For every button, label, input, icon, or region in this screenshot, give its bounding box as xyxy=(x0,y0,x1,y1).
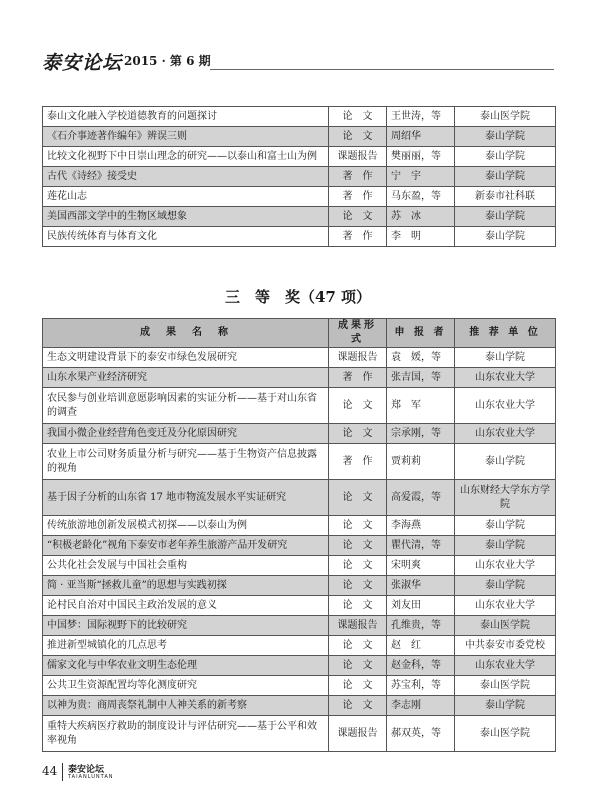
table-row xyxy=(43,596,556,616)
cell-org: 泰山医学院 xyxy=(455,616,556,636)
cell-name: 农民参与创业培训意愿影响因素的实证分析——基于对山东省的调查 xyxy=(43,388,329,424)
cell-org: 山东农业大学 xyxy=(455,656,556,676)
table-row xyxy=(43,696,556,716)
cell-form: 著 作 xyxy=(329,227,387,247)
table-row xyxy=(43,424,556,444)
table-row xyxy=(43,536,556,556)
cell-form: 著 作 xyxy=(329,187,387,207)
col-header-author: 申 报 者 xyxy=(387,319,455,348)
cell-org: 泰山医学院 xyxy=(455,716,556,752)
cell-org: 泰山医学院 xyxy=(455,676,556,696)
cell-author: 刘友田 xyxy=(387,596,455,616)
cell-author: 袁 媛，等 xyxy=(387,348,455,368)
cell-org: 山东农业大学 xyxy=(455,388,556,424)
cell-name: 农业上市公司财务质量分析与研究——基于生物资产信息披露的视角 xyxy=(43,444,329,480)
cell-org: 泰山医学院 xyxy=(455,107,556,127)
cell-author: 高爱霞，等 xyxy=(387,480,455,516)
cell-form: 论 文 xyxy=(329,536,387,556)
awards-table-continued xyxy=(42,106,556,247)
cell-name: 莲花山志 xyxy=(43,187,329,207)
cell-name: 公共化社会发展与中国社会重构 xyxy=(43,556,329,576)
cell-name: 简 · 亚当斯“拯救儿童”的思想与实践初探 xyxy=(43,576,329,596)
table-row xyxy=(43,227,556,247)
cell-author: 苏宝利，等 xyxy=(387,676,455,696)
table-row xyxy=(43,348,556,368)
table-row xyxy=(43,676,556,696)
cell-form: 论 文 xyxy=(329,207,387,227)
cell-author: 宁 宇 xyxy=(387,167,455,187)
cell-org: 山东农业大学 xyxy=(455,596,556,616)
cell-form: 著 作 xyxy=(329,167,387,187)
cell-author: 李 明 xyxy=(387,227,455,247)
cell-form: 论 文 xyxy=(329,696,387,716)
cell-org: 泰山学院 xyxy=(455,127,556,147)
cell-name: “积极老龄化”视角下泰安市老年养生旅游产品开发研究 xyxy=(43,536,329,556)
cell-org: 中共泰安市委党校 xyxy=(455,636,556,656)
cell-org: 泰山学院 xyxy=(455,536,556,556)
col-header-org: 推 荐 单 位 xyxy=(455,319,556,348)
table-row xyxy=(43,127,556,147)
cell-org: 山东财经大学东方学院 xyxy=(455,480,556,516)
cell-org: 山东农业大学 xyxy=(455,556,556,576)
footer-journal-pinyin: TAIANLUNTAN xyxy=(68,774,114,780)
table-row xyxy=(43,576,556,596)
cell-org: 泰山学院 xyxy=(455,696,556,716)
cell-form: 论 文 xyxy=(329,656,387,676)
cell-author: 瞿代清，等 xyxy=(387,536,455,556)
cell-form: 论 文 xyxy=(329,388,387,424)
cell-author: 李海燕 xyxy=(387,516,455,536)
cell-org: 山东农业大学 xyxy=(455,368,556,388)
page-header xyxy=(42,48,554,74)
table-row xyxy=(43,636,556,656)
table-row xyxy=(43,616,556,636)
table-row xyxy=(43,207,556,227)
cell-name: 以神为贵：商周丧祭礼制中人神关系的新考察 xyxy=(43,696,329,716)
header-rule xyxy=(210,69,554,70)
cell-author: 樊丽丽，等 xyxy=(387,147,455,167)
cell-author: 宗承刚，等 xyxy=(387,424,455,444)
table-header-row xyxy=(43,319,556,348)
cell-form: 论 文 xyxy=(329,127,387,147)
cell-org: 泰山学院 xyxy=(455,147,556,167)
cell-name: 基于因子分析的山东省 17 地市物流发展水平实证研究 xyxy=(43,480,329,516)
table-row xyxy=(43,167,556,187)
table-row xyxy=(43,480,556,516)
cell-form: 著 作 xyxy=(329,444,387,480)
cell-author: 郑 军 xyxy=(387,388,455,424)
cell-name: 比较文化视野下中日崇山理念的研究——以泰山和富士山为例 xyxy=(43,147,329,167)
cell-form: 论 文 xyxy=(329,596,387,616)
cell-name: 泰山文化融入学校道德教育的问题探讨 xyxy=(43,107,329,127)
cell-name: 美国西部文学中的生物区域想象 xyxy=(43,207,329,227)
cell-org: 新泰市社科联 xyxy=(455,187,556,207)
cell-author: 王世涛，等 xyxy=(387,107,455,127)
section-title: 三 等 奖（47 项） xyxy=(224,288,372,306)
page-footer xyxy=(42,762,242,784)
table-row xyxy=(43,147,556,167)
table-row xyxy=(43,516,556,536)
cell-name: 古代《诗经》接受史 xyxy=(43,167,329,187)
table-row xyxy=(43,368,556,388)
cell-form: 课题报告 xyxy=(329,716,387,752)
cell-name: 《石介事迹著作编年》辨误三则 xyxy=(43,127,329,147)
cell-org: 泰山学院 xyxy=(455,167,556,187)
cell-name: 生态文明建设背景下的泰安市绿色发展研究 xyxy=(43,348,329,368)
cell-form: 论 文 xyxy=(329,576,387,596)
cell-org: 泰山学院 xyxy=(455,207,556,227)
cell-author: 宋明爽 xyxy=(387,556,455,576)
table-row xyxy=(43,556,556,576)
cell-org: 泰山学院 xyxy=(455,576,556,596)
cell-name: 儒家文化与中华农业文明生态伦理 xyxy=(43,656,329,676)
cell-author: 贾莉莉 xyxy=(387,444,455,480)
cell-form: 著 作 xyxy=(329,368,387,388)
cell-org: 泰山学院 xyxy=(455,516,556,536)
cell-name: 传统旅游地创新发展模式初探——以泰山为例 xyxy=(43,516,329,536)
table-body-top xyxy=(43,107,556,247)
cell-author: 李志刚 xyxy=(387,696,455,716)
cell-author: 周绍华 xyxy=(387,127,455,147)
cell-name: 公共卫生资源配置均等化测度研究 xyxy=(43,676,329,696)
cell-form: 课题报告 xyxy=(329,348,387,368)
table-row xyxy=(43,107,556,127)
journal-brand: 泰安论坛 xyxy=(42,52,123,74)
cell-form: 论 文 xyxy=(329,556,387,576)
cell-org: 泰山学院 xyxy=(455,227,556,247)
cell-name: 我国小微企业经营角色变迁及分化原因研究 xyxy=(43,424,329,444)
cell-form: 论 文 xyxy=(329,480,387,516)
cell-name: 中国梦：国际视野下的比较研究 xyxy=(43,616,329,636)
cell-author: 赵 红 xyxy=(387,636,455,656)
cell-form: 论 文 xyxy=(329,676,387,696)
cell-form: 课题报告 xyxy=(329,147,387,167)
table-row xyxy=(43,388,556,424)
table-row xyxy=(43,187,556,207)
cell-name: 山东水果产业经济研究 xyxy=(43,368,329,388)
cell-author: 苏 冰 xyxy=(387,207,455,227)
cell-author: 张淑华 xyxy=(387,576,455,596)
table-row xyxy=(43,716,556,752)
cell-org: 泰山学院 xyxy=(455,444,556,480)
cell-author: 马东盈，等 xyxy=(387,187,455,207)
cell-org: 泰山学院 xyxy=(455,348,556,368)
cell-author: 郝双英，等 xyxy=(387,716,455,752)
footer-journal-name: 泰安论坛 xyxy=(68,765,105,775)
cell-form: 论 文 xyxy=(329,107,387,127)
table-body-main xyxy=(43,348,556,752)
cell-form: 论 文 xyxy=(329,424,387,444)
table-row xyxy=(43,444,556,480)
page-number: 44 xyxy=(42,764,58,778)
table-row xyxy=(43,656,556,676)
issue-label: 2015 · 第 6 期 xyxy=(124,54,211,68)
cell-org: 山东农业大学 xyxy=(455,424,556,444)
footer-divider xyxy=(62,763,63,781)
cell-name: 民族传统体育与体育文化 xyxy=(43,227,329,247)
col-header-form: 成果形式 xyxy=(329,319,387,348)
cell-author: 孔维贵，等 xyxy=(387,616,455,636)
cell-form: 论 文 xyxy=(329,516,387,536)
cell-form: 论 文 xyxy=(329,636,387,656)
cell-author: 张吉国，等 xyxy=(387,368,455,388)
cell-author: 赵金科，等 xyxy=(387,656,455,676)
cell-name: 推进新型城镇化的几点思考 xyxy=(43,636,329,656)
cell-name: 重特大疾病医疗救助的制度设计与评估研究——基于公平和效率视角 xyxy=(43,716,329,752)
col-header-name: 成 果 名 称 xyxy=(43,319,329,348)
awards-table-third-prize xyxy=(42,318,556,752)
cell-name: 论村民自治对中国民主政治发展的意义 xyxy=(43,596,329,616)
cell-form: 课题报告 xyxy=(329,616,387,636)
